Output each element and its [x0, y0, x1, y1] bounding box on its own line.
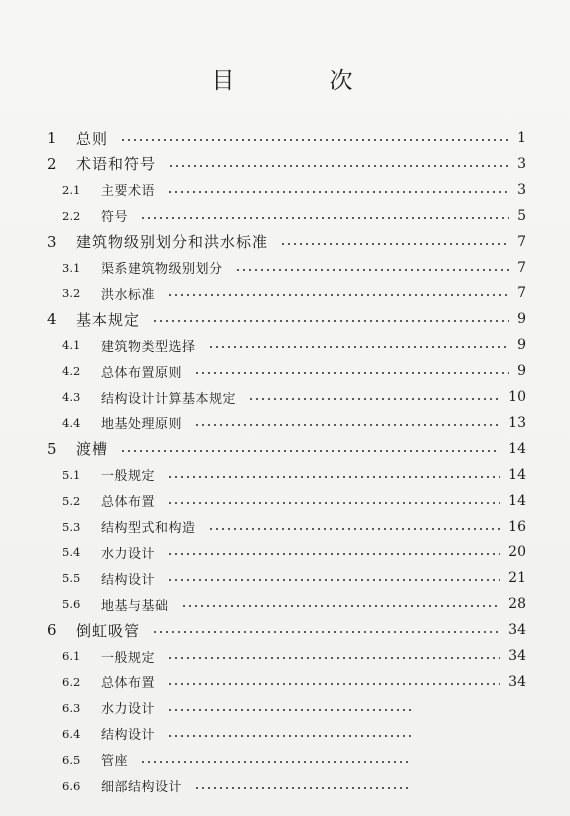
- toc-section-row: [0, 203, 570, 229]
- toc-label: 建筑物类型选择: [101, 339, 196, 355]
- toc-label: 总则: [76, 129, 109, 148]
- toc-label: 总体布置原则: [101, 365, 183, 381]
- dot-leader: [152, 631, 500, 633]
- toc-section-row: [0, 721, 570, 747]
- toc-number: 4: [47, 310, 57, 329]
- toc-page-number: 14: [508, 492, 526, 509]
- toc-label: 符号: [101, 210, 129, 226]
- toc-label: 渡槽: [76, 440, 109, 459]
- toc-section-row: [0, 280, 570, 306]
- toc-label: 主要术语: [101, 184, 156, 200]
- toc-number: 2.1: [62, 182, 81, 197]
- toc-label: 地基处理原则: [101, 417, 183, 433]
- toc-label: 管座: [101, 754, 129, 770]
- dot-leader: [194, 787, 412, 789]
- dot-leader: [194, 424, 500, 426]
- dot-leader: [167, 191, 509, 193]
- toc-label: 细部结构设计: [101, 780, 183, 795]
- dot-leader: [167, 735, 412, 737]
- toc-section-row: [0, 591, 570, 617]
- toc-label: 一般规定: [101, 469, 156, 485]
- toc-label: 水力设计: [101, 546, 156, 562]
- toc-page-number: 34: [508, 648, 526, 664]
- toc-page-number: 10: [508, 389, 526, 405]
- toc-section-row: [0, 255, 570, 281]
- toc-page-number: 1: [517, 130, 526, 146]
- toc-label: 一般规定: [101, 650, 156, 666]
- toc-label: 结构设计计算基本规定: [101, 391, 237, 407]
- toc-page-number: 14: [508, 466, 526, 483]
- toc-chapter-row: [0, 125, 570, 151]
- dot-leader: [167, 683, 500, 685]
- toc-section-row: [0, 177, 570, 203]
- toc-section-row: [0, 358, 570, 384]
- toc-number: 3: [47, 232, 57, 251]
- toc-number: 6.5: [62, 752, 81, 767]
- toc-section-row: [0, 410, 570, 436]
- toc-page-number: 3: [517, 181, 526, 198]
- dot-leader: [120, 450, 500, 452]
- toc-page-number: 13: [508, 414, 526, 431]
- toc-label: 结构设计: [101, 572, 156, 588]
- toc-number: 6.4: [62, 726, 81, 741]
- toc-number: 2: [47, 154, 57, 173]
- toc-section-row: [0, 332, 570, 358]
- dot-leader: [168, 165, 509, 167]
- toc-label: 建筑物级别划分和洪水标准: [76, 233, 269, 252]
- toc-page-number: 7: [517, 259, 526, 276]
- toc-number: 5.3: [62, 519, 81, 534]
- toc-page-number: 9: [517, 337, 526, 354]
- dot-leader: [152, 320, 509, 322]
- toc-section-row: [0, 384, 570, 410]
- toc-page-number: 28: [508, 596, 526, 613]
- toc-section-row: [0, 514, 570, 540]
- toc-section-row: [0, 695, 570, 721]
- toc-label: 倒虹吸管: [76, 621, 141, 640]
- toc-chapter-row: [0, 436, 570, 462]
- toc-page-number: 14: [508, 440, 526, 457]
- toc-page-number: 7: [517, 233, 526, 250]
- toc-page-number: 21: [508, 570, 526, 587]
- toc-chapter-row: [0, 306, 570, 332]
- dot-leader: [167, 579, 500, 581]
- toc-section-row: [0, 643, 570, 669]
- dot-leader: [181, 605, 501, 607]
- toc-section-row: [0, 669, 570, 695]
- toc-number: 5: [47, 439, 57, 458]
- toc-page-number: 34: [508, 622, 526, 639]
- toc-section-row: [0, 462, 570, 488]
- toc-number: 1: [47, 129, 57, 147]
- toc-label: 水力设计: [101, 702, 156, 718]
- toc-number: 4.1: [62, 338, 81, 353]
- toc-label: 洪水标准: [101, 287, 156, 303]
- toc-section-row: [0, 773, 570, 799]
- toc-number: 5.2: [62, 493, 81, 508]
- toc-label: 术语和符号: [76, 155, 157, 174]
- toc-section-row: [0, 539, 570, 565]
- toc-number: 6.6: [62, 778, 81, 793]
- toc-label: 地基与基础: [101, 598, 169, 614]
- toc-page-number: 9: [517, 311, 526, 328]
- dot-leader: [248, 398, 500, 400]
- toc-label: 总体布置: [101, 676, 156, 692]
- toc-number: 4.4: [62, 415, 81, 430]
- toc-number: 6.2: [62, 674, 81, 689]
- dot-leader: [167, 502, 500, 504]
- toc-label: 总体布置: [101, 495, 156, 511]
- toc-number: 5.6: [62, 597, 81, 612]
- dot-leader: [208, 528, 501, 530]
- dot-leader: [167, 294, 509, 296]
- dot-leader: [140, 217, 509, 219]
- dot-leader: [194, 372, 509, 374]
- toc-number: 4.3: [62, 390, 81, 404]
- dot-leader: [280, 243, 509, 245]
- toc-number: 6.1: [62, 649, 81, 663]
- dot-leader: [120, 139, 509, 141]
- toc-label: 结构设计: [101, 728, 156, 744]
- toc-chapter-row: [0, 151, 570, 177]
- toc-page-number: 34: [508, 673, 526, 690]
- dot-leader: [167, 476, 500, 478]
- page-title: 目 次: [211, 68, 389, 94]
- toc-label: 结构型式和构造: [101, 521, 196, 536]
- toc-label: 基本规定: [76, 310, 141, 329]
- toc-number: 6.3: [62, 700, 81, 715]
- toc-page-number: 9: [517, 363, 526, 380]
- toc-number: 4.2: [62, 364, 81, 379]
- toc-page-number: 20: [508, 544, 526, 561]
- toc-number: 3.2: [62, 286, 81, 301]
- toc-number: 2.2: [62, 208, 81, 223]
- toc-chapter-row: [0, 617, 570, 643]
- dot-leader: [235, 269, 510, 271]
- toc-label: 渠系建筑物级别划分: [101, 262, 223, 277]
- dot-leader: [167, 553, 500, 555]
- toc-page-number: 7: [517, 285, 526, 302]
- toc-page-number: 5: [517, 207, 526, 224]
- dot-leader: [140, 761, 412, 763]
- toc-number: 6: [47, 621, 57, 640]
- dot-leader: [167, 709, 412, 711]
- toc-number: 3.1: [62, 260, 81, 275]
- toc-number: 5.4: [62, 545, 81, 560]
- toc-section-row: [0, 488, 570, 514]
- toc-number: 5.5: [62, 571, 81, 586]
- toc-section-row: [0, 747, 570, 773]
- toc-number: 5.1: [62, 467, 81, 482]
- toc-chapter-row: [0, 229, 570, 255]
- toc-page-number: 3: [517, 155, 526, 172]
- dot-leader: [167, 657, 500, 659]
- dot-leader: [208, 346, 510, 348]
- toc-page-number: 16: [508, 518, 526, 535]
- toc-section-row: [0, 565, 570, 591]
